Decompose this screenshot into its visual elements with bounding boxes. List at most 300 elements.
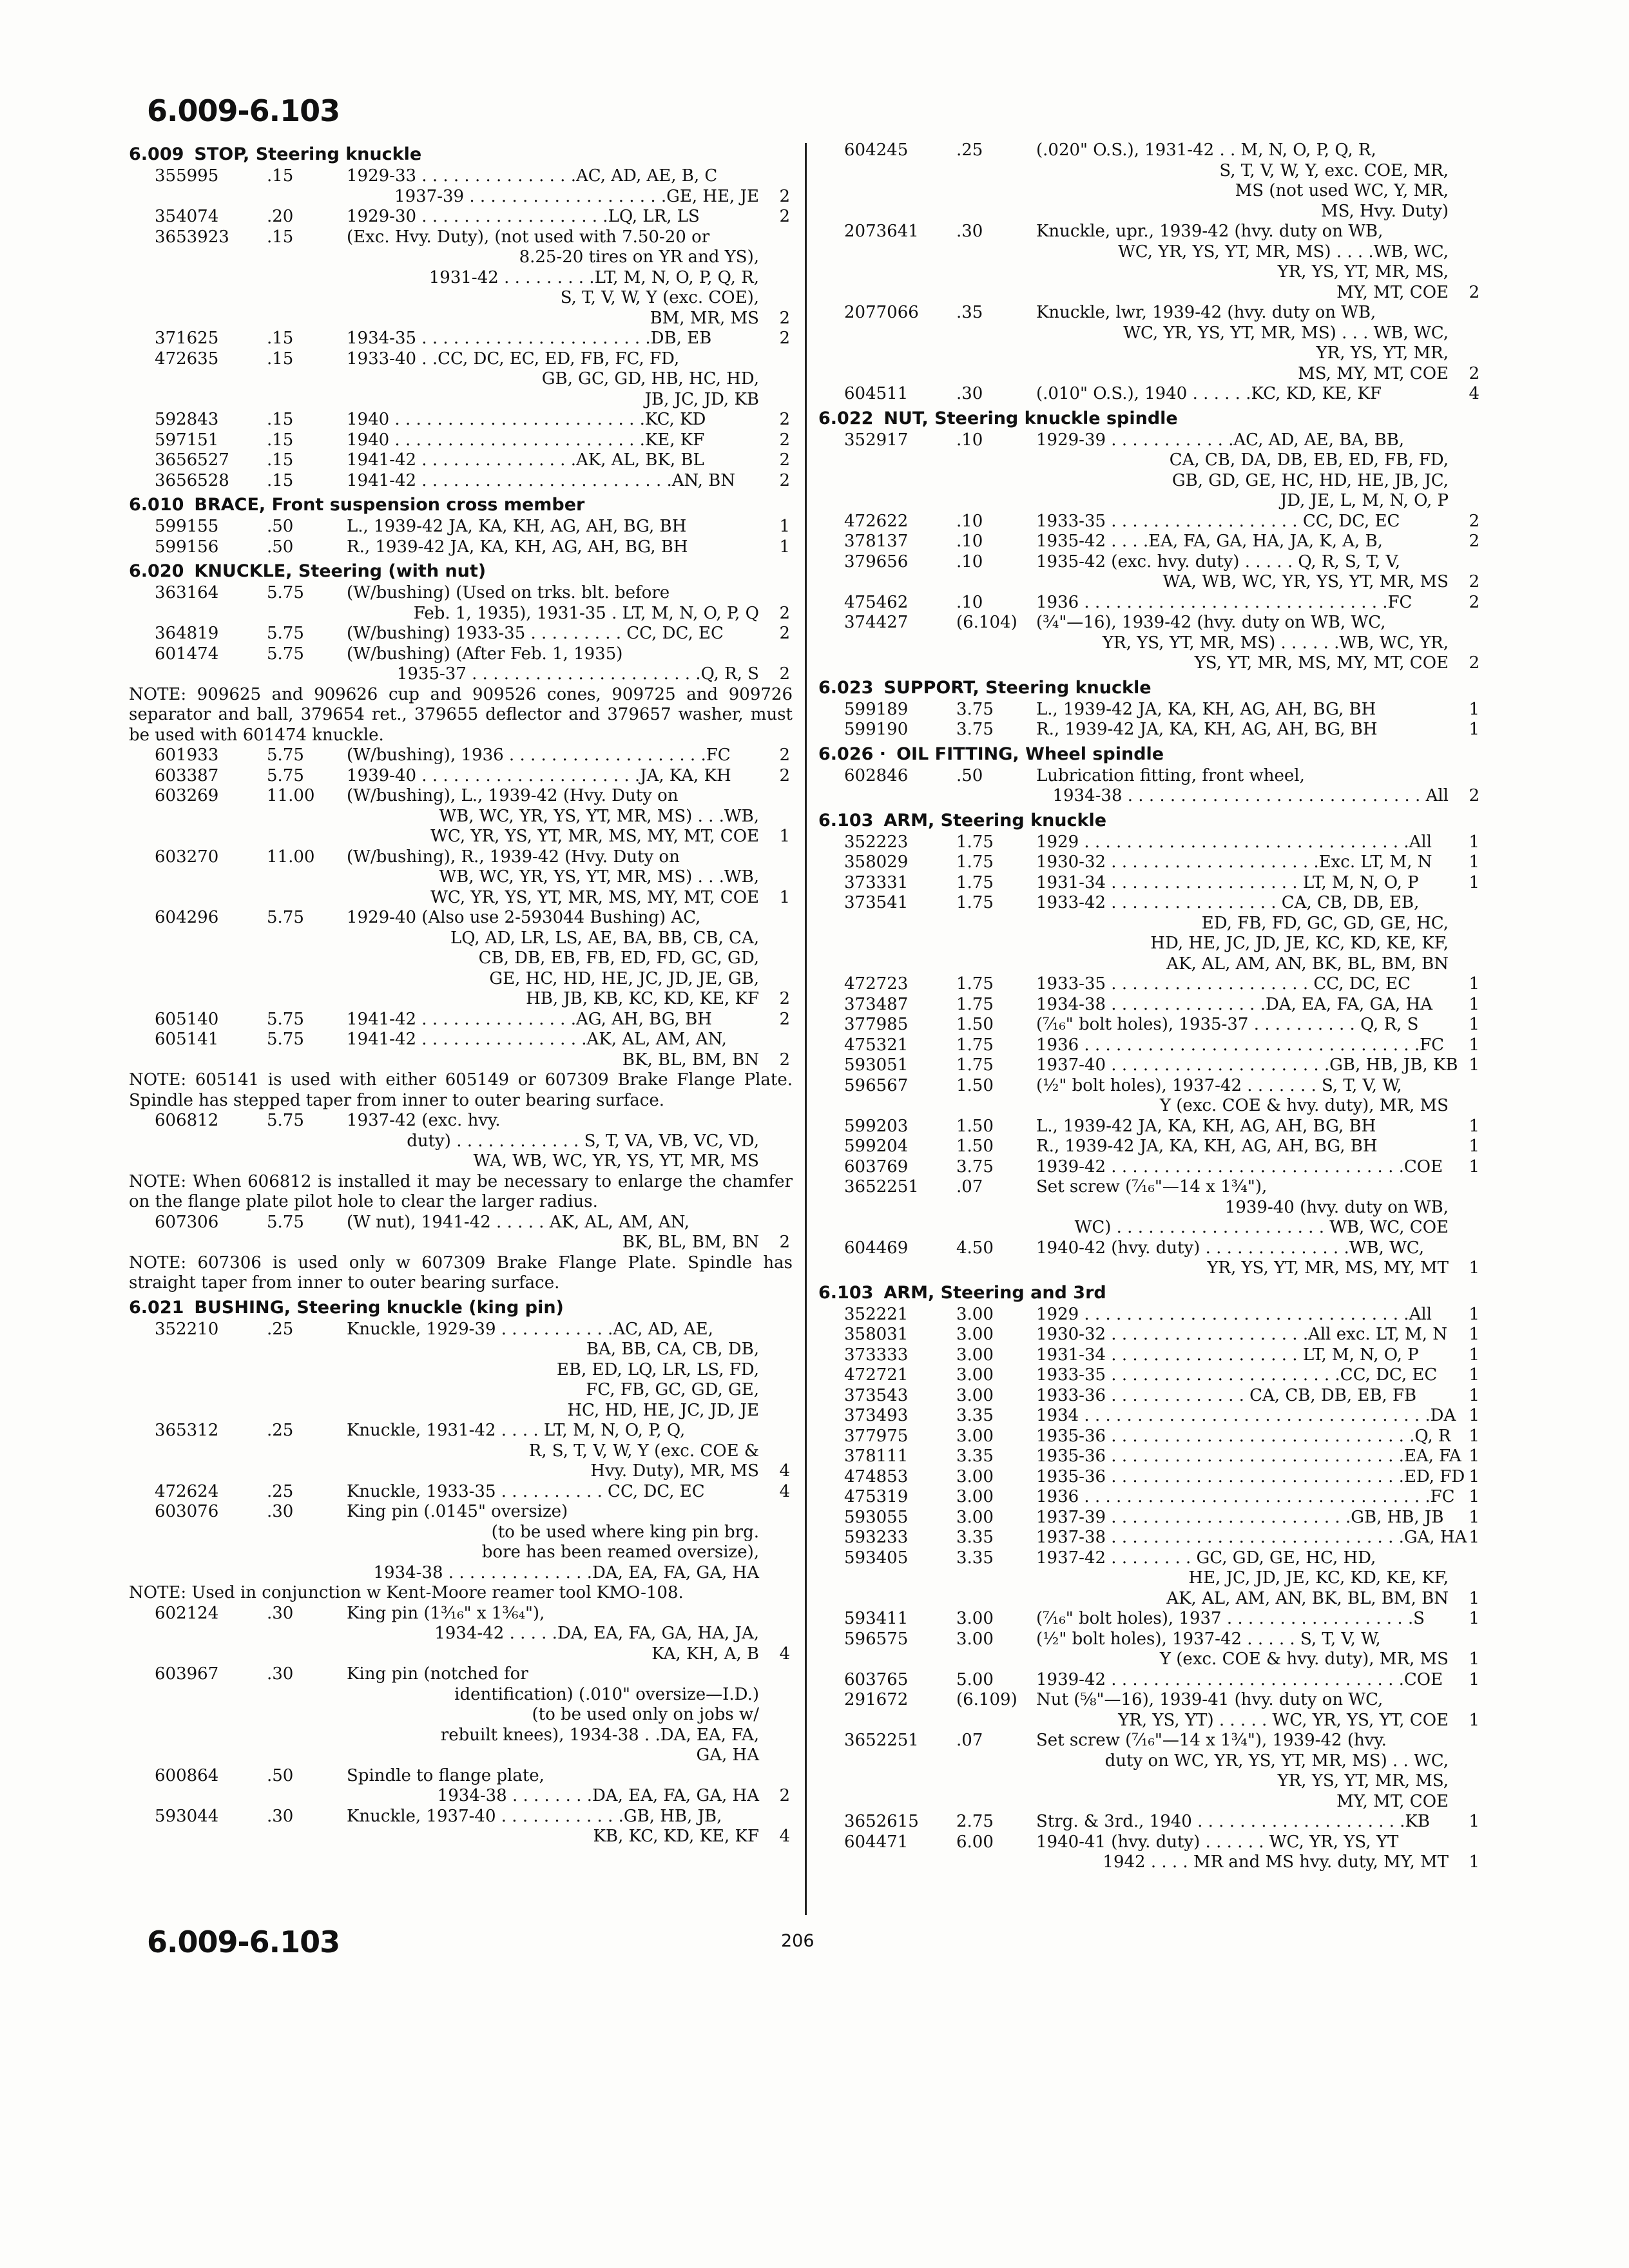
part-number: 607306 [155,1212,219,1232]
description-line: S, T, V, W, Y, exc. COE, MR, [1219,160,1449,180]
part-description [347,766,759,787]
description-line: WB, WC, YR, YS, YT, MR, MS) . . .WB, [439,806,759,826]
description-line: YR, YS, YT, MR, MS, [1277,262,1449,282]
page-range-title-top: 6.009-6.103 [147,93,340,128]
part-quantity: 2 [779,430,790,450]
part-number: 606812 [155,1111,219,1130]
description-line: 1933-35 . . . . . . . . . . . . . . . . . . . . . .CC, DC, EC [1036,1365,1438,1385]
description-line: 1942 . . . . MR and MS hvy. duty, MY, MT [1103,1852,1449,1872]
description-line: HC, HD, HE, JC, JD, JE [567,1400,759,1420]
part-entry [818,1305,1489,1325]
description-line: 1934-35 . . . . . . . . . . . . . . . . . . . . . .DB, EB [347,329,712,348]
part-entry [818,1832,1489,1873]
part-description [347,430,759,451]
part-price: 3.00 [956,1345,994,1365]
description-line: Set screw (⁷⁄₁₆"—14 x 1¾"), 1939-42 (hvy. [1036,1731,1387,1750]
part-number: 291672 [844,1690,909,1709]
part-entry [818,512,1489,532]
description-line: 1941-42 . . . . . . . . . . . . . . .AK, AL, BK, BL [347,450,704,470]
part-entry [129,450,799,471]
part-number: 373333 [844,1345,909,1365]
part-price: 3.00 [956,1609,994,1628]
description-line: (W/bushing), 1936 . . . . . . . . . . . . . . . . . . .FC [347,745,731,765]
part-description [1036,1670,1449,1691]
part-price: 5.75 [267,644,304,664]
part-quantity: 1 [1469,1365,1480,1385]
part-quantity: 2 [1469,786,1480,805]
part-description [347,1604,759,1665]
part-number: 603076 [155,1502,219,1521]
part-entry [129,1766,799,1807]
description-line: WC, YR, YS, YT, MR, MS, MY, MT, COE [430,827,759,846]
part-number: 373543 [844,1385,909,1405]
description-line: R., 1939-42 JA, KA, KH, AG, AH, BG, BH [1036,1137,1378,1156]
description-line: AK, AL, AM, AN, BK, BL, BM, BN [1166,954,1449,974]
part-description [1036,1508,1449,1528]
description-line: MS, Hvy. Duty) [1320,201,1449,221]
part-entry [129,471,799,492]
part-quantity: 1 [1469,1507,1480,1527]
part-quantity: 2 [1469,592,1480,612]
part-number: 599204 [844,1137,909,1156]
part-quantity: 2 [1469,532,1480,551]
section-title: ARM, Steering and 3rd [883,1282,1106,1303]
part-quantity: 2 [779,1786,790,1805]
part-price: 3.00 [956,1487,994,1506]
description-line: (⁷⁄₁₆" bolt holes), 1935-37 . . . . . . . . . . Q, R, S [1036,1015,1419,1034]
description-line: Knuckle, lwr, 1939-42 (hvy. duty on WB, [1036,303,1376,322]
part-entry [129,410,799,430]
part-quantity: 1 [1469,1055,1480,1075]
note: NOTE: When 606812 is installed it may be necessary to enlarge the chamfer on the flange plate pilot hole to clear the larger radius. [129,1171,793,1211]
part-entry [129,1421,799,1482]
part-entry [129,227,799,329]
part-number: 373493 [844,1406,909,1425]
part-price: .10 [956,430,983,450]
part-price: 1.75 [956,893,994,912]
part-price: .30 [267,1806,294,1826]
part-number: 365312 [155,1421,219,1440]
part-number: 605141 [155,1030,219,1049]
description-line: 8.25-20 tires on YR and YS), [519,247,759,267]
part-quantity: 2 [779,989,790,1008]
description-line: WC, YR, YS, YT, MR, MS, MY, MT, COE [430,887,759,907]
part-description [347,1010,759,1030]
part-description [347,450,759,471]
part-price: .10 [956,552,983,572]
description-line: (to be used only on jobs w/ [532,1705,759,1724]
part-price: .30 [267,1603,294,1623]
description-line: R., 1939-42 JA, KA, KH, AG, AH, BG, BH [347,537,688,557]
part-price: 1.75 [956,852,994,872]
description-line: (¾"—16), 1939-42 (hvy. duty on WB, WC, [1036,613,1386,632]
part-entry [818,1812,1489,1832]
part-description [347,1320,759,1421]
part-price: .15 [267,470,294,490]
part-entry [129,1502,799,1583]
part-entry [818,303,1489,384]
part-price: 11.00 [267,786,315,805]
part-price: .20 [267,207,294,226]
part-description [1036,1731,1449,1812]
description-line: YS, YT, MR, MS, MY, MT, COE [1194,653,1449,673]
description-line: ED, FB, FD, GC, GD, GE, HC, [1201,913,1449,933]
part-description [1036,552,1449,593]
description-line: 1929-40 (Also use 2-593044 Bushing) AC, [347,908,701,927]
description-line: duty) . . . . . . . . . . . . S, T, VA, VB, VC, VD, [407,1131,759,1151]
part-quantity: 1 [1469,1669,1480,1689]
part-quantity: 4 [779,1827,790,1846]
note: NOTE: Used in conjunction w Kent-Moore reamer tool KMO-108. [129,1583,684,1602]
part-quantity: 1 [779,517,790,536]
part-price: .25 [267,1319,294,1339]
part-quantity: 1 [779,827,790,846]
part-price: 6.00 [956,1832,994,1852]
part-quantity: 4 [779,1481,790,1501]
part-description [1036,1528,1467,1548]
part-description [1036,720,1449,740]
part-price: 3.00 [956,1365,994,1385]
part-quantity: 1 [1469,1446,1480,1466]
part-description [1036,384,1449,405]
part-description [1036,1812,1449,1832]
part-price: .25 [956,140,983,160]
description-line: Knuckle, 1931-42 . . . . LT, M, N, O, P, Q, [347,1421,686,1440]
part-quantity: 2 [779,207,790,226]
part-entry [129,644,799,685]
part-price: 1.75 [956,1055,994,1075]
part-price: .25 [267,1481,294,1501]
part-description [1036,1157,1449,1178]
part-description [1036,303,1449,384]
description-line: (W/bushing) (After Feb. 1, 1935) [347,644,623,664]
part-entry [818,1731,1489,1812]
part-quantity: 2 [779,470,790,490]
section-code: 6.023 [818,677,874,698]
part-quantity: 1 [1469,1426,1480,1446]
part-entry [818,1177,1489,1238]
part-price: 3.35 [956,1548,994,1568]
section-heading [129,1296,799,1320]
part-number: 593405 [844,1548,909,1568]
part-quantity: 2 [779,1233,790,1252]
description-line: WC, YR, YS, YT, MR, MS) . . . .WB, WC, [1117,242,1449,262]
description-line: HB, JB, KB, KC, KD, KE, KF [526,989,759,1008]
description-line: KB, KC, KD, KE, KF [593,1827,759,1846]
part-quantity: 1 [1469,994,1480,1014]
part-description [347,1030,759,1070]
description-line: identification) (.010" oversize—I.D.) [454,1684,759,1704]
description-line: King pin (notched for [347,1664,528,1684]
description-line: 1929 . . . . . . . . . . . . . . . . . . . . . . . . . . . . . . .All [1036,832,1432,852]
part-description [1036,1345,1449,1366]
description-line: Knuckle, 1929-39 . . . . . . . . . . .AC, AD, AE, [347,1319,713,1339]
part-description [347,329,759,349]
part-quantity: 1 [1469,852,1480,872]
part-entry [129,583,799,624]
part-number: 601933 [155,745,219,765]
part-price: .50 [267,517,294,536]
page-number: 206 [781,1931,815,1951]
part-price: 1.75 [956,994,994,1014]
part-description [347,908,759,1010]
part-quantity: 4 [779,1644,790,1664]
part-description [347,166,759,207]
part-entry [818,720,1489,740]
part-price: 3.35 [956,1528,994,1547]
description-line: (W/bushing), R., 1939-42 (Hvy. Duty on [347,847,680,867]
part-description [347,517,759,537]
description-line: LQ, AD, LR, LS, AE, BA, BB, CB, CA, [450,928,759,948]
part-number: 3652251 [844,1731,919,1750]
part-description [347,1213,759,1253]
part-description [1036,1238,1449,1279]
description-line: 1931-42 . . . . . . . . .LT, M, N, O, P, Q, R, [429,267,759,287]
part-entry [129,1111,799,1172]
part-price: .15 [267,349,294,369]
right-column [818,140,1489,1873]
part-description [347,537,759,558]
description-line: 1937-38 . . . . . . . . . . . . . . . . . . . . . . . . . . . .GA, HA [1036,1528,1467,1547]
description-line: 1935-42 (exc. hvy. duty) . . . . . Q, R, S, T, V, [1036,552,1400,572]
part-price: .15 [267,450,294,470]
part-price: 5.75 [267,624,304,643]
part-entry [129,430,799,451]
section-heading [818,407,1489,430]
part-entry [818,430,1489,512]
part-number: 378111 [844,1446,909,1466]
part-price: .15 [267,166,294,186]
part-entry [818,1365,1489,1386]
part-price: 11.00 [267,847,315,867]
part-quantity: 1 [1469,1258,1480,1278]
part-price: .15 [267,410,294,429]
part-description [1036,766,1449,807]
part-number: 373487 [844,994,909,1014]
part-entry [818,1015,1489,1035]
part-price: .07 [956,1177,983,1196]
part-description [347,583,759,624]
part-number: 472622 [844,511,909,531]
part-description [1036,1137,1449,1157]
description-line: (Exc. Hvy. Duty), (not used with 7.50-20 or [347,227,710,247]
part-number: 472624 [155,1481,219,1501]
part-entry [818,1508,1489,1528]
part-number: 472635 [155,349,219,369]
part-number: 597151 [155,430,219,450]
part-number: 604511 [844,384,909,403]
part-number: 379656 [844,552,909,572]
description-line: (W/bushing) 1933-35 . . . . . . . . . CC, DC, EC [347,624,724,643]
part-number: 602846 [844,765,909,785]
description-line: JB, JC, JD, KB [644,389,759,409]
part-description [1036,1177,1449,1238]
part-entry [129,908,799,1010]
part-price: 1.50 [956,1116,994,1136]
part-price: 4.50 [956,1238,994,1258]
part-number: 474853 [844,1466,909,1486]
description-line: 1937-40 . . . . . . . . . . . . . . . . . . . . .GB, HB, JB, KB [1036,1055,1458,1075]
description-line: HE, JC, JD, JE, KC, KD, KE, KF, [1188,1568,1449,1588]
description-line: King pin (1³⁄₁₆" x 1³⁄₆₄"), [347,1603,545,1623]
part-entry [818,1487,1489,1508]
part-description [1036,832,1449,853]
part-quantity: 1 [1469,699,1480,719]
description-line: 1933-36 . . . . . . . . . . . . . CA, CB, DB, EB, FB [1036,1385,1417,1405]
part-entry [129,1320,799,1421]
part-price: .50 [956,765,983,785]
part-number: 355995 [155,166,219,186]
description-line: WB, WC, YR, YS, YT, MR, MS) . . .WB, [439,867,759,887]
part-description [1036,873,1449,894]
part-price: 3.00 [956,1507,994,1527]
part-quantity: 1 [1469,1157,1480,1177]
description-line: Spindle to flange plate, [347,1765,545,1785]
description-line: 1931-34 . . . . . . . . . . . . . . . . . . LT, M, N, O, P [1036,872,1419,892]
part-number: 603387 [155,765,219,785]
part-number: 371625 [155,329,219,348]
part-description [1036,1365,1449,1386]
part-price: .10 [956,592,983,612]
part-description [1036,1406,1456,1427]
part-description [1036,1466,1465,1488]
part-entry [818,995,1489,1015]
description-line: 1934 . . . . . . . . . . . . . . . . . . . . . . . . . . . . . . . . .DA [1036,1406,1456,1425]
column-divider [805,143,807,1915]
part-price: 2.75 [956,1812,994,1831]
part-quantity: 1 [1469,974,1480,994]
description-line: GB, GD, GE, HC, HD, HE, JB, JC, [1171,470,1449,490]
description-line: CB, DB, EB, FB, ED, FD, GC, GD, [478,948,759,968]
part-description [1036,700,1449,720]
part-number: 377975 [844,1426,909,1446]
part-description [1036,893,1449,974]
part-quantity: 1 [1469,1812,1480,1831]
description-line: 1941-42 . . . . . . . . . . . . . . . . . . . . . . . .AN, BN [347,470,735,490]
description-line: 1935-36 . . . . . . . . . . . . . . . . . . . . . . . . . . . .EA, FA [1036,1446,1461,1466]
part-entry [129,537,799,558]
part-entry [129,766,799,787]
part-description [347,745,759,766]
part-description [347,349,759,410]
part-number: 363164 [155,583,219,602]
part-entry [129,207,799,227]
part-entry [818,613,1489,674]
part-entry [818,873,1489,894]
part-quantity: 2 [779,603,790,623]
description-line: 1933-42 . . . . . . . . . . . . . . . . CA, CB, DB, EB, [1036,893,1420,912]
part-entry [818,1427,1489,1447]
part-quantity: 2 [1469,511,1480,531]
description-line: 1939-40 (hvy. duty on WB, [1224,1197,1449,1217]
description-line: 1929 . . . . . . . . . . . . . . . . . . . . . . . . . . . . . . .All [1036,1304,1432,1324]
part-number: 358031 [844,1325,909,1344]
description-line: 1936 . . . . . . . . . . . . . . . . . . . . . . . . . . . . . . . .FC [1036,1035,1445,1055]
description-line: 1933-35 . . . . . . . . . . . . . . . . . . . CC, DC, EC [1036,974,1411,994]
part-price: 3.00 [956,1426,994,1446]
part-quantity: 2 [779,624,790,643]
description-line: 1937-42 . . . . . . . . GC, GD, GE, HC, HD, [1036,1548,1376,1568]
part-quantity: 1 [1469,1710,1480,1730]
part-quantity: 2 [1469,363,1480,383]
section-title: SUPPORT, Steering knuckle [883,677,1152,698]
part-quantity: 1 [779,537,790,557]
part-entry [818,593,1489,613]
part-quantity: 1 [1469,1304,1480,1324]
part-number: 600864 [155,1765,219,1785]
part-number: 3653923 [155,227,229,247]
description-line: (.010" O.S.), 1940 . . . . . .KC, KD, KE, KF [1036,384,1382,403]
part-price: .30 [267,1664,294,1684]
part-entry [818,140,1489,222]
part-quantity: 1 [1469,1649,1480,1669]
part-quantity: 2 [779,308,790,328]
description-line: (W nut), 1941-42 . . . . . AK, AL, AM, AN, [347,1212,690,1232]
part-quantity: 1 [1469,1609,1480,1628]
description-line: 1933-40 . .CC, DC, EC, ED, FB, FC, FD, [347,349,680,369]
part-quantity: 1 [1469,1385,1480,1405]
section-title: BRACE, Front suspension cross member [194,495,585,515]
description-line: 1935-36 . . . . . . . . . . . . . . . . . . . . . . . . . . . . .Q, R [1036,1426,1451,1446]
part-number: 593044 [155,1806,219,1826]
part-price: 5.75 [267,1009,304,1029]
part-description [1036,1386,1449,1407]
part-price: 1.75 [956,1035,994,1055]
description-line: Knuckle, 1937-40 . . . . . . . . . . . .GB, HB, JB, [347,1806,722,1826]
part-description [1036,1117,1449,1137]
part-number: 601474 [155,644,219,664]
section-code: 6.103 [818,810,874,831]
part-description [1036,430,1449,512]
part-number: 599203 [844,1116,909,1136]
part-quantity: 2 [779,1050,790,1070]
description-line: (W/bushing) (Used on trks. blt. before [347,583,670,602]
part-entry [129,1482,799,1503]
part-quantity: 2 [1469,572,1480,591]
description-line: WA, WB, WC, YR, YS, YT, MR, MS [1162,572,1449,591]
part-quantity: 2 [779,186,790,206]
part-entry [129,1807,799,1847]
description-line: 1937-39 . . . . . . . . . . . . . . . . . . . . . . .GB, HB, JB [1036,1507,1444,1527]
section-heading [129,560,799,583]
part-number: 2073641 [844,222,919,241]
part-entry [129,1213,799,1253]
part-number: 475321 [844,1035,909,1055]
part-description [1036,1015,1449,1035]
part-entry [818,1117,1489,1137]
note: NOTE: 605141 is used with either 605149 or 607309 Brake Flange Plate. Spindle has stepped taper from inner to outer bearing surface. [129,1070,793,1110]
part-description [1036,532,1449,552]
note: NOTE: 607306 is used only w 607309 Brake Flange Plate. Spindle has straight taper from inner to outer bearing surface. [129,1253,793,1293]
part-number: 373331 [844,872,909,892]
section-code: 6.103 [818,1282,874,1303]
description-line: L., 1939-42 JA, KA, KH, AG, AH, BG, BH [1036,699,1376,719]
part-quantity: 1 [1469,1137,1480,1156]
part-entry [818,532,1489,552]
description-line: 1940-42 (hvy. duty) . . . . . . . . . . . . . .WB, WC, [1036,1238,1425,1258]
part-description [1036,1035,1449,1056]
part-entry [129,786,799,847]
description-line: 1930-32 . . . . . . . . . . . . . . . . . . .All exc. LT, M, N [1036,1325,1448,1344]
part-quantity: 1 [1469,872,1480,892]
page-range-title-bottom: 6.009-6.103 [147,1925,340,1959]
part-number: 364819 [155,624,219,643]
description-line: (½" bolt holes), 1937-42 . . . . . S, T, V, W, [1036,1629,1381,1649]
part-entry [818,1325,1489,1345]
part-entry [818,700,1489,720]
part-quantity: 2 [779,745,790,765]
part-description [347,1807,759,1847]
